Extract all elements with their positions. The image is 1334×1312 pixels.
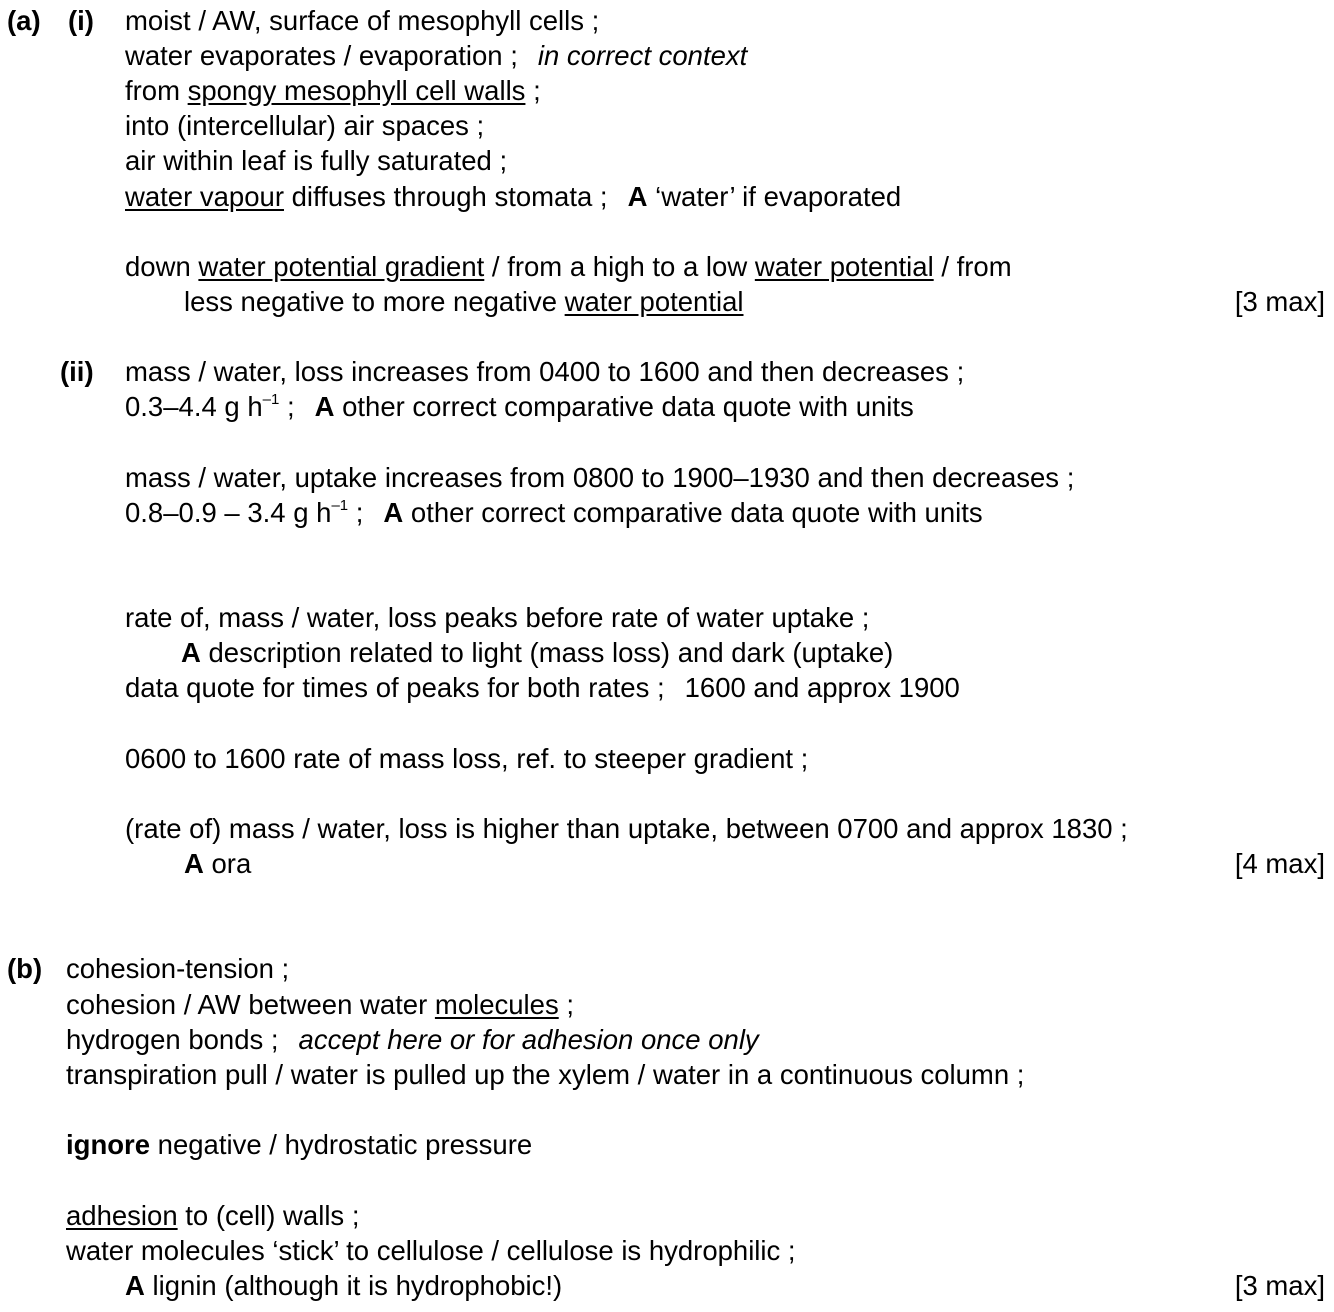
b-line-7: water molecules ‘stick’ to cellulose / cellulose is hydrophilic ; [66, 1235, 796, 1266]
a-ii-line-6: A description related to light (mass loss) and dark (uptake) [181, 637, 894, 668]
a-ii-line-10: A ora [184, 848, 252, 879]
a-i-line-2: water evaporates / evaporation ; in correct context [125, 40, 748, 71]
b-line-8: A lignin (although it is hydrophobic!) [125, 1270, 563, 1301]
a-ii-line-8: 0600 to 1600 rate of mass loss, ref. to steeper gradient ; [125, 743, 809, 774]
b-line-6: adhesion to (cell) walls ; [66, 1200, 360, 1231]
a-ii-max-marks: [4 max] [1234, 848, 1325, 879]
b-max-marks: [3 max] [1234, 1270, 1325, 1301]
b-line-3: hydrogen bonds ; accept here or for adhesion once only [66, 1024, 759, 1055]
a-ii-line-2: 0.3–4.4 g $h^{-1}$ ; A other correct comparative data quote with units [125, 391, 914, 422]
b-line-2: cohesion / AW between water molecules ; [66, 989, 574, 1020]
part-a-ii-label: (ii) [60, 356, 94, 387]
a-i-line-5: air within leaf is fully saturated ; [125, 145, 508, 176]
part-b-label: (b) [7, 953, 43, 984]
a-i-line-8: less negative to more negative water potential [184, 286, 744, 317]
b-line-5: ignore negative / hydrostatic pressure [66, 1129, 533, 1160]
a-i-line-6: water vapour diffuses through stomata ; A ‘water’ if evaporated [125, 181, 902, 212]
a-i-line-3: from spongy mesophyll cell walls ; [125, 75, 541, 106]
part-a-i-label: (i) [68, 5, 94, 36]
a-ii-line-3: mass / water, uptake increases from 0800 to 1900–1930 and then decreases ; [125, 462, 1075, 493]
a-i-line-1: moist / AW, surface of mesophyll cells ; [125, 5, 600, 36]
a-ii-line-1: mass / water, loss increases from 0400 to 1600 and then decreases ; [125, 356, 965, 387]
a-ii-line-4: 0.8–0.9 – 3.4 g $h^{-1}$ ; A other correct comparative data quote with units [125, 497, 983, 528]
b-line-1: cohesion-tension ; [66, 953, 290, 984]
a-i-line-7: down water potential gradient / from a high to a low water potential / from [125, 251, 1012, 282]
a-ii-line-7: data quote for times of peaks for both rates ; 1600 and approx 1900 [125, 672, 960, 703]
a-i-line-4: into (intercellular) air spaces ; [125, 110, 485, 141]
part-a-label: (a) [7, 5, 41, 36]
a-ii-line-5: rate of, mass / water, loss peaks before rate of water uptake ; [125, 602, 870, 633]
b-line-4: transpiration pull / water is pulled up the xylem / water in a continuous column ; [66, 1059, 1025, 1090]
a-i-max-marks: [3 max] [1234, 286, 1325, 317]
a-ii-line-9: (rate of) mass / water, loss is higher than uptake, between 0700 and approx 1830 ; [125, 813, 1128, 844]
